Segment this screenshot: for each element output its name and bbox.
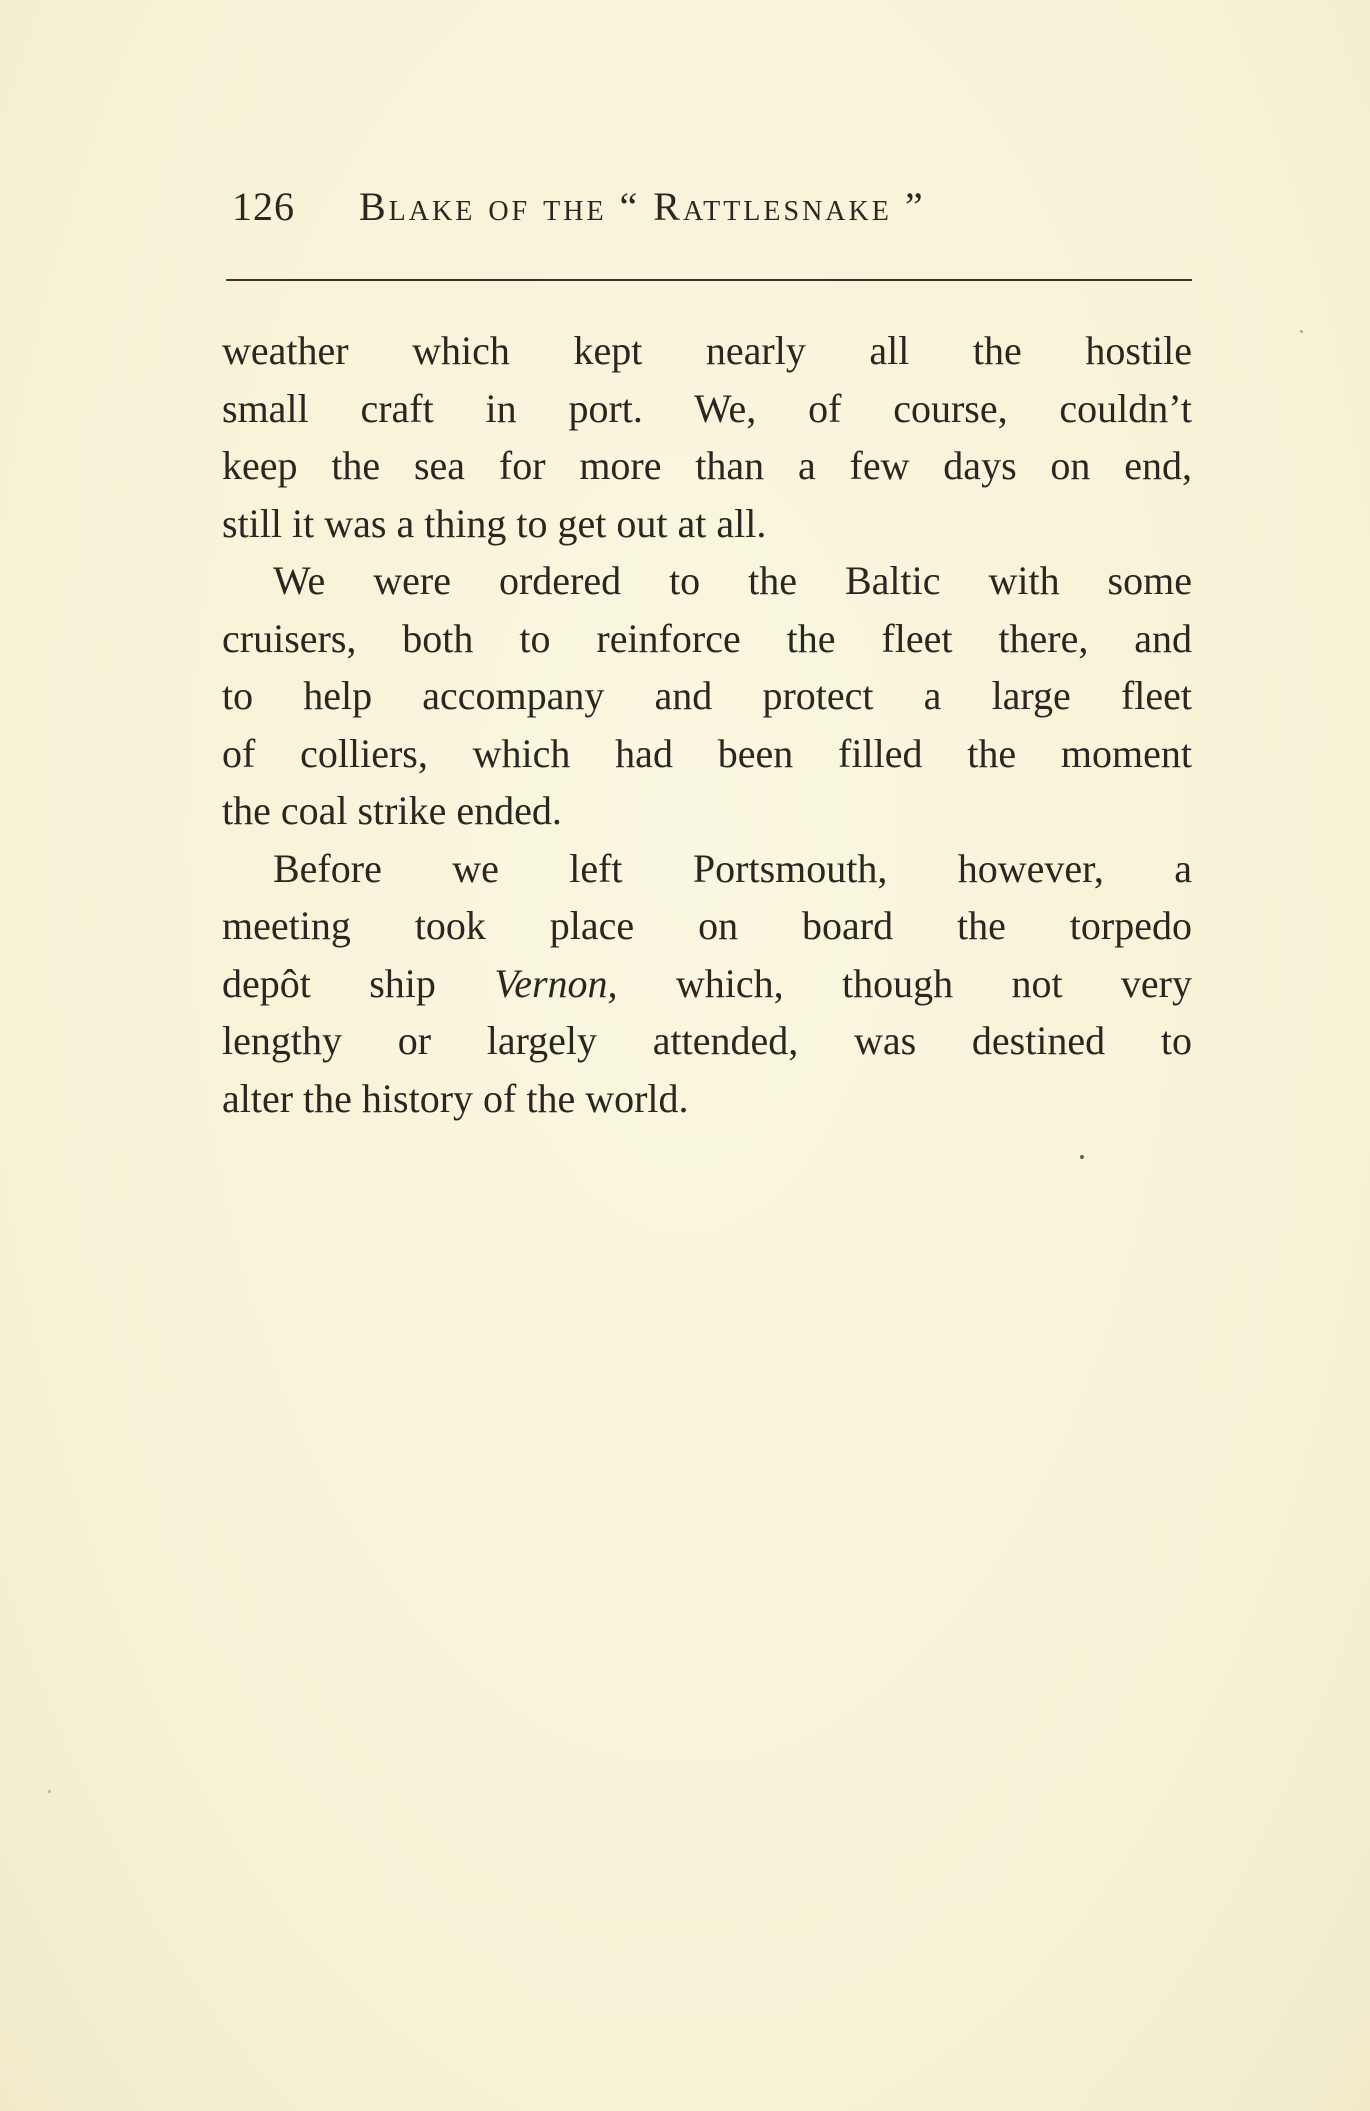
ship-name: Vernon, bbox=[494, 960, 618, 1006]
paper-speck bbox=[1080, 1155, 1084, 1159]
running-header bbox=[226, 183, 1192, 239]
text-line-with-italic bbox=[222, 955, 1192, 1013]
text-segment: which, though not very bbox=[617, 960, 1192, 1006]
page-number: 126 bbox=[232, 184, 295, 229]
running-title: Blake of the “ Rattlesnake ” bbox=[359, 184, 926, 229]
header-rule bbox=[226, 279, 1192, 281]
text-line: of colliers, which had been filled the moment bbox=[222, 730, 1192, 776]
text-line: lengthy or largely attended, was destined to bbox=[222, 1018, 1192, 1063]
paper-speck bbox=[1300, 330, 1303, 333]
paper-speck bbox=[48, 1790, 51, 1793]
text-line: weather which kept nearly all the hostile bbox=[222, 328, 1192, 373]
text-segment: depôt ship bbox=[222, 960, 495, 1006]
text-line: meeting took place on board the torpedo bbox=[222, 903, 1192, 948]
text-line: Before we left Portsmouth, however, a bbox=[273, 845, 1192, 891]
text-line: keep the sea for more than a few days on end, bbox=[222, 443, 1192, 488]
text-line: the coal strike ended. bbox=[222, 788, 562, 833]
text-line: alter the history of the world. bbox=[222, 1075, 689, 1121]
text-line: to help accompany and protect a large fleet bbox=[222, 673, 1192, 718]
text-line: small craft in port. We, of course, couldn’t bbox=[222, 385, 1192, 431]
text-line: cruisers, both to reinforce the fleet there, and bbox=[222, 615, 1192, 661]
text-line: We were ordered to the Baltic with some bbox=[273, 558, 1192, 603]
text-line: still it was a thing to get out at all. bbox=[222, 500, 767, 546]
body-text bbox=[222, 322, 1192, 1127]
